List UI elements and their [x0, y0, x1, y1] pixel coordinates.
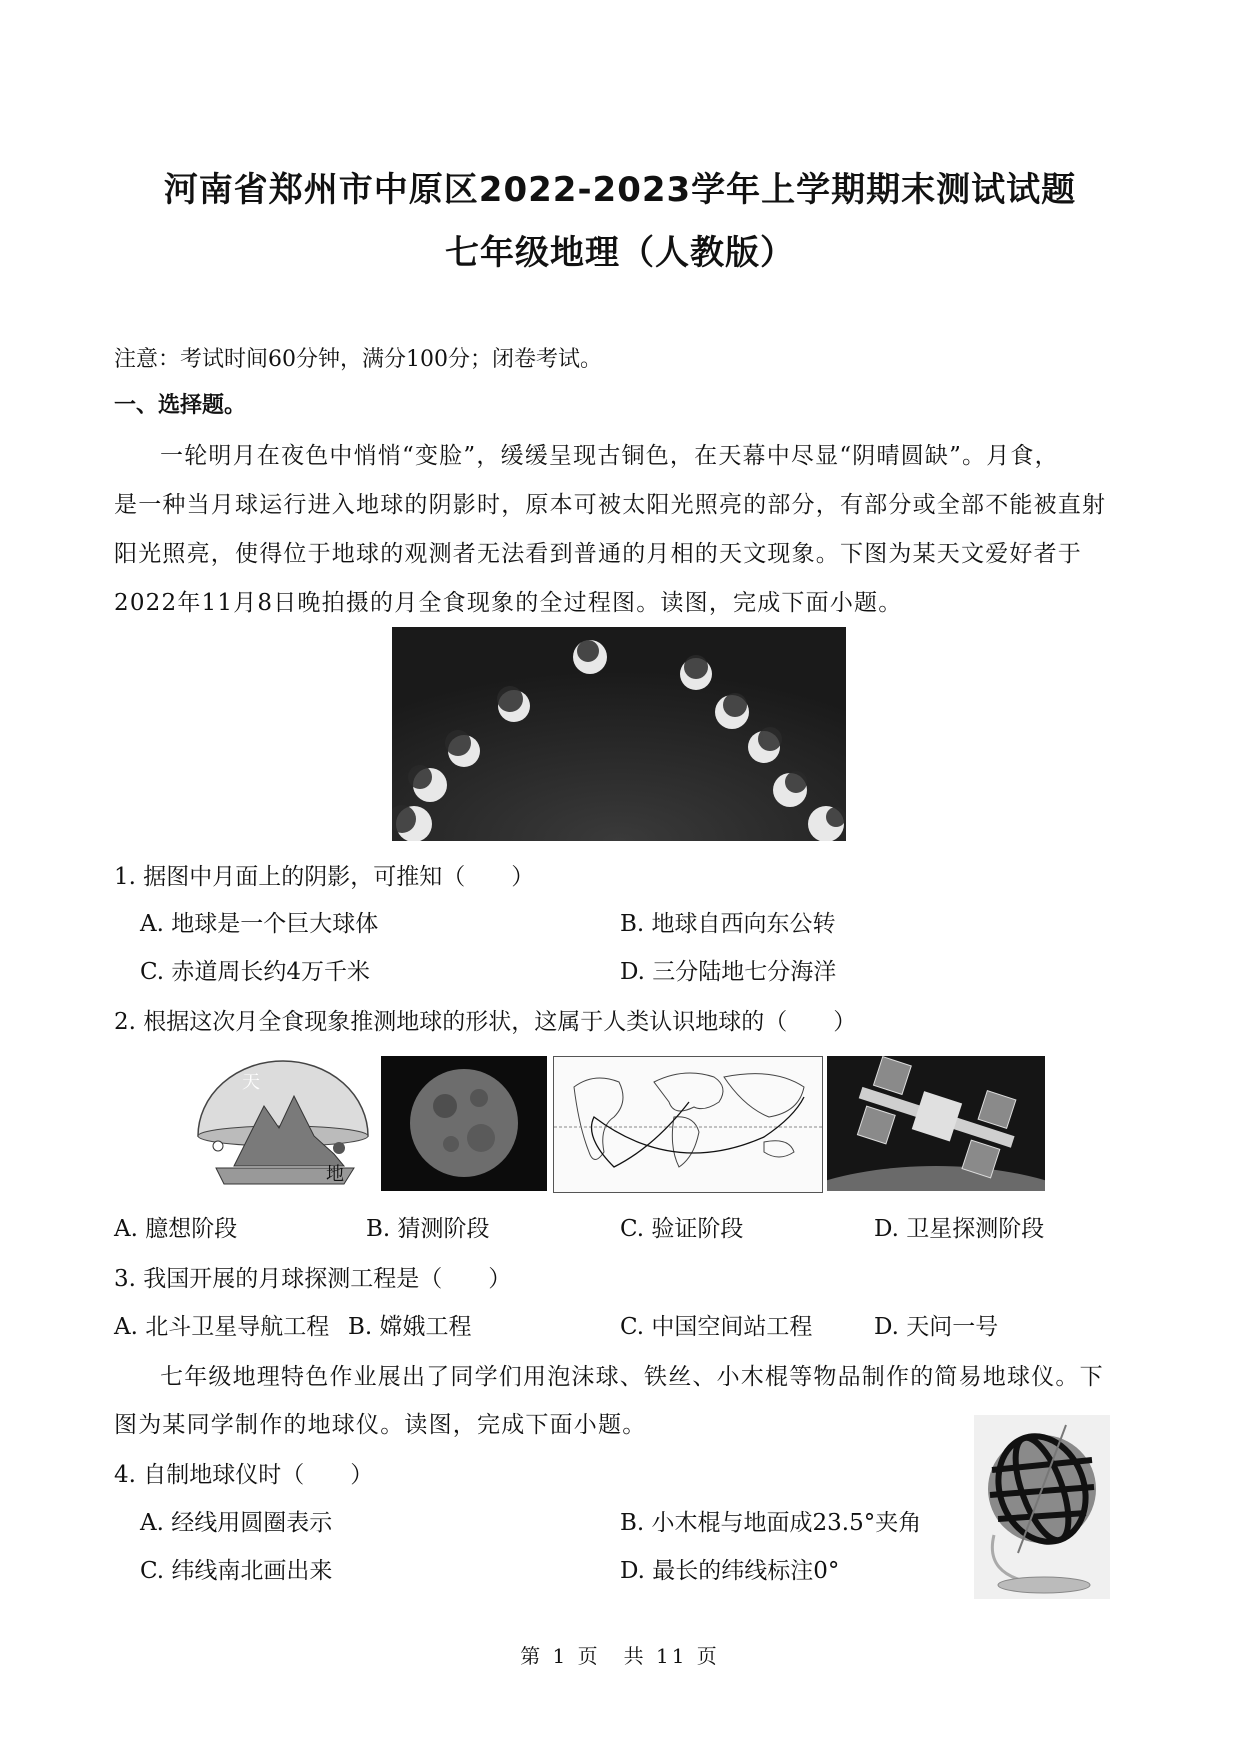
passage1-line4: 2022年11月8日晚拍摄的月全食现象的全过程图。读图，完成下面小题。	[114, 590, 903, 616]
question-3-stem: 3. 我国开展的月球探测工程是（ ）	[114, 1266, 512, 1292]
passage1-line3: 阳光照亮，使得位于地球的观测者无法看到普通的月相的天文现象。下图为某天文爱好者于	[114, 541, 1082, 567]
passage2-line1: 七年级地理特色作业展出了同学们用泡沫球、铁丝、小木棍等物品制作的简易地球仪。下	[160, 1364, 1104, 1390]
q3-option-b: B. 嫦娥工程	[348, 1314, 472, 1340]
lunar-eclipse-photo	[392, 627, 846, 841]
q2-option-a: A. 臆想阶段	[114, 1216, 238, 1242]
exam-note: 注意：考试时间60分钟，满分100分；闭卷考试。	[114, 347, 602, 372]
full-moon-photo	[381, 1056, 547, 1191]
q4-option-a: A. 经线用圆圈表示	[140, 1510, 333, 1536]
dome-label-di: 地	[326, 1164, 344, 1185]
passage1-line2: 是一种当月球运行进入地球的阴影时，原本可被太阳光照亮的部分，有部分或全部不能被直射	[114, 492, 1107, 518]
section-heading: 一、选择题。	[114, 392, 247, 418]
question-4-stem: 4. 自制地球仪时（ ）	[114, 1462, 374, 1488]
passage1-line1: 一轮明月在夜色中悄悄“变脸”，缓缓呈现古铜色，在天幕中尽显“阴晴圆缺”。月食，	[160, 443, 1059, 469]
question-2-stem: 2. 根据这次月全食现象推测地球的形状，这属于人类认识地球的（ ）	[114, 1009, 857, 1035]
q1-option-a: A. 地球是一个巨大球体	[140, 911, 379, 937]
question-1-stem: 1. 据图中月面上的阴影，可推知（ ）	[114, 864, 535, 890]
exam-subtitle: 七年级地理（人教版）	[445, 233, 795, 273]
q1-option-c: C. 赤道周长约4万千米	[140, 959, 371, 985]
world-voyage-map	[553, 1056, 823, 1193]
dome-label-tian: 天	[242, 1072, 260, 1093]
q1-option-d: D. 三分陆地七分海洋	[620, 959, 837, 985]
q3-option-c: C. 中国空间站工程	[620, 1314, 813, 1340]
q2-option-c: C. 验证阶段	[620, 1216, 744, 1242]
q4-option-b: B. 小木棍与地面成23.5°夹角	[620, 1510, 922, 1536]
page-footer: 第 1 页 共 11 页	[520, 1644, 720, 1668]
exam-title: 河南省郑州市中原区2022-2023学年上学期期末测试试题	[163, 170, 1077, 210]
space-station-photo	[827, 1056, 1045, 1191]
q4-option-d: D. 最长的纬线标注0°	[620, 1558, 840, 1584]
q4-option-c: C. 纬线南北画出来	[140, 1558, 333, 1584]
q3-option-a: A. 北斗卫星导航工程	[114, 1314, 330, 1340]
passage2-line2: 图为某同学制作的地球仪。读图，完成下面小题。	[114, 1412, 647, 1438]
q2-option-b: B. 猜测阶段	[366, 1216, 490, 1242]
q2-option-d: D. 卫星探测阶段	[874, 1216, 1045, 1242]
homemade-globe-photo	[974, 1415, 1110, 1599]
sky-dome-earth-illustration	[194, 1056, 372, 1191]
q1-option-b: B. 地球自西向东公转	[620, 911, 836, 937]
q3-option-d: D. 天问一号	[874, 1314, 999, 1340]
